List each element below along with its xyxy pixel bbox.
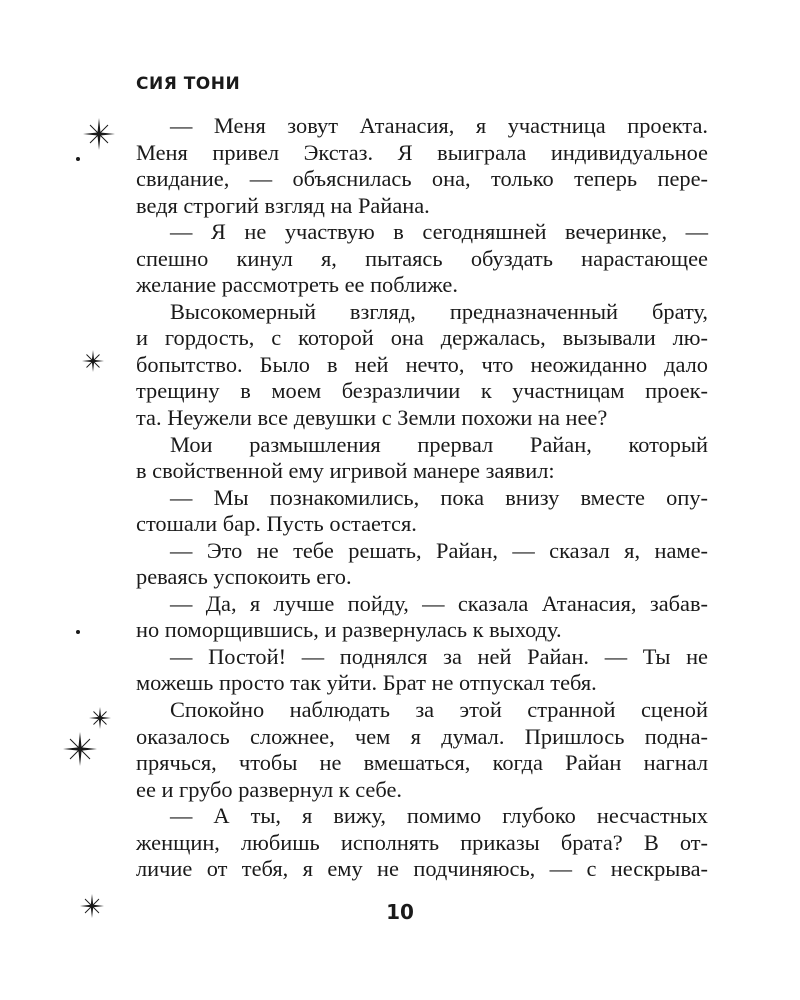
text-line: трещину в моем безразличии к участницам проек- bbox=[136, 378, 708, 404]
text-line: — Мы познакомились, пока внизу вместе опу- bbox=[170, 484, 708, 510]
text-line: стошали бар. Пусть остается. bbox=[136, 511, 417, 537]
dot-ornament bbox=[76, 630, 80, 634]
text-line: — Это не тебе решать, Райан, — сказал я, наме- bbox=[170, 537, 708, 563]
text-line: реваясь успокоить его. bbox=[136, 564, 352, 590]
body-text bbox=[136, 113, 708, 883]
text-line: можешь просто так уйти. Брат не отпускал тебя. bbox=[136, 670, 597, 696]
text-line: Высокомерный взгляд, предназначенный брату, bbox=[170, 298, 708, 324]
sparkle-icon bbox=[62, 731, 98, 767]
text-line: женщин, любишь исполнять приказы брата? В от- bbox=[136, 829, 708, 855]
text-line: бопытство. Было в ней нечто, что неожиданно дало bbox=[136, 351, 708, 377]
text-line: в свойственной ему игривой манере заявил: bbox=[136, 458, 555, 484]
text-line: свидание, — объяснилась она, только теперь пере- bbox=[136, 166, 708, 192]
text-line: личие от тебя, я ему не подчиняюсь, — с нескрыва- bbox=[136, 856, 708, 882]
text-line: — А ты, я вижу, помимо глубоко несчастных bbox=[170, 803, 708, 829]
sparkle-icon bbox=[79, 893, 105, 919]
text-line: — Да, я лучше пойду, — сказала Атанасия, забав- bbox=[170, 590, 708, 616]
running-head: СИЯ ТОНИ bbox=[136, 74, 241, 94]
sparkle-icon bbox=[81, 349, 105, 373]
text-line: спешно кинул я, пытаясь обуздать нарастающее bbox=[136, 245, 708, 271]
text-line: Спокойно наблюдать за этой странной сценой bbox=[170, 697, 708, 723]
text-line: — Я не участвую в сегодняшней вечеринке, — bbox=[170, 219, 708, 245]
page-number: 10 bbox=[386, 900, 414, 924]
text-line: желание рассмотреть ее поближе. bbox=[136, 272, 458, 298]
text-line: оказалось сложнее, чем я думал. Пришлось подна- bbox=[136, 723, 708, 749]
text-line: ее и грубо развернул к себе. bbox=[136, 776, 402, 802]
dot-ornament bbox=[76, 157, 80, 161]
text-line: — Постой! — поднялся за ней Райан. — Ты не bbox=[170, 643, 708, 669]
text-line: прячься, чтобы не вмешаться, когда Райан нагнал bbox=[136, 750, 708, 776]
sparkle-icon bbox=[88, 706, 112, 730]
text-line: Меня привел Экстаз. Я выиграла индивидуальное bbox=[136, 139, 708, 165]
text-line: Мои размышления прервал Райан, который bbox=[170, 431, 708, 457]
text-line: и гордость, с которой она держалась, вызывали лю- bbox=[136, 325, 708, 351]
text-line: ведя строгий взгляд на Райана. bbox=[136, 192, 430, 218]
text-line: — Меня зовут Атанасия, я участница проекта. bbox=[170, 113, 708, 138]
text-line: та. Неужели все девушки с Земли похожи на нее? bbox=[136, 405, 608, 431]
sparkle-icon bbox=[82, 117, 116, 151]
text-line: но поморщившись, и развернулась к выходу. bbox=[136, 617, 562, 643]
